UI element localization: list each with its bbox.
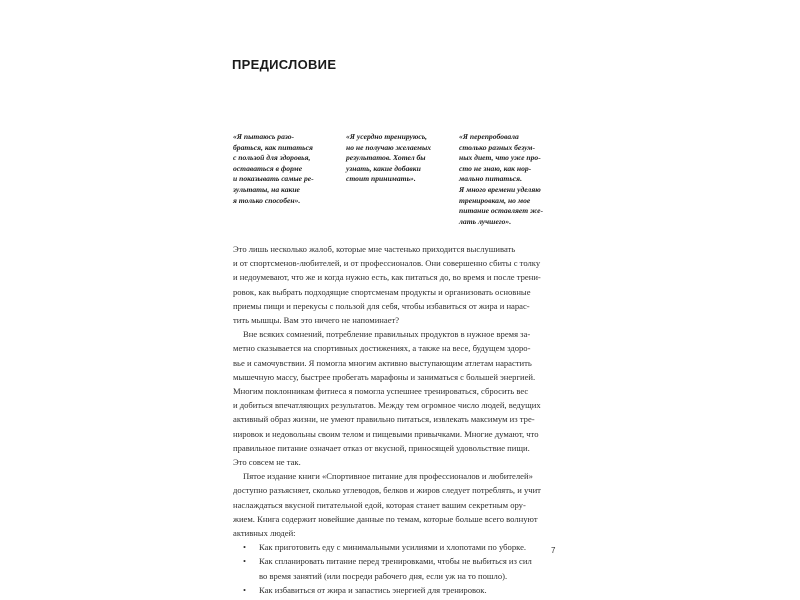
quote-line: мально питаться. <box>459 174 522 184</box>
body-line: правильное питание означает отказ от вкусной, приносящей удовольствие пищи. <box>233 442 530 453</box>
quote-1 <box>233 132 333 206</box>
bullet-icon: • <box>243 542 247 553</box>
quote-line: но не получаю желаемых <box>346 142 432 152</box>
bullet-text: Как избавиться от жира и запастись энергией для тренировок. <box>259 584 487 595</box>
quote-2 <box>346 132 446 185</box>
quote-line: Я много времени уделяю <box>459 184 541 194</box>
body-line: ровок, как выбрать подходящие спортсменам продукты и организовать основные <box>233 286 531 297</box>
quote-line: зультаты, на какие <box>233 184 300 194</box>
quote-line: результатов. Хотел бы <box>346 153 426 163</box>
body-line: Вне всяких сомнений, потребление правильных продуктов в нужное время за- <box>243 329 531 340</box>
body-text <box>233 242 563 597</box>
body-line: и недоумевают, что же и когда нужно есть, как питаться до, во время и после трени- <box>233 272 541 283</box>
quote-3 <box>459 132 569 227</box>
body-line: доступно разъясняет, сколько углеводов, белков и жиров следует потреблять, и учит <box>233 485 541 496</box>
bullet-item <box>233 583 563 597</box>
quote-line: браться, как питаться <box>233 142 313 152</box>
quote-line: с пользой для здоровья, <box>233 153 311 163</box>
body-line: жием. Книга содержит новейшие данные по темам, которые больше всего волнуют <box>233 513 538 524</box>
quote-line: оставаться в форме <box>233 163 303 173</box>
body-line: мышечную массу, быстрее пробегать марафоны и заниматься с большей энергией. <box>233 371 536 382</box>
body-line: Пятое издание книги «Спортивное питание для профессионалов и любителей» <box>243 471 533 482</box>
quote-line: и показывать самые ре- <box>233 174 314 184</box>
bullet-continuation: во время занятий (или посреди рабочего дня, если уж на то пошло). <box>259 570 508 581</box>
body-line: наслаждаться вкусной питательной едой, которая станет вашим секретным ору- <box>233 499 526 510</box>
quote-line: я только способен». <box>233 195 301 205</box>
body-line: приемы пищи и перекусы с пользой для себя, чтобы избавиться от жира и нарас- <box>233 300 530 311</box>
bullet-icon: • <box>243 584 247 595</box>
quote-line: «Я пытаюсь разо- <box>233 132 295 141</box>
body-line: Это лишь несколько жалоб, которые мне частенько приходится выслушивать <box>233 244 516 254</box>
bullet-item <box>233 554 563 568</box>
body-line: тить мышцы. Вам это ничего не напоминает? <box>233 315 400 326</box>
quote-line: лать лучшего». <box>459 216 512 226</box>
quote-line: сто не знаю, как нор- <box>459 163 532 173</box>
bullet-icon: • <box>243 556 247 567</box>
page-number: 7 <box>551 546 556 555</box>
quote-line: тренировкам, но мое <box>459 195 531 205</box>
quote-line: ных диет, что уже про- <box>459 153 541 163</box>
quote-line: столько разных безум- <box>459 142 536 152</box>
quote-line: узнать, какие добавки <box>346 163 421 173</box>
body-line: активных людей: <box>233 528 296 539</box>
quote-line: «Я перепробовала <box>459 132 519 141</box>
body-line: активный образ жизни, не умеют правильно питаться, извлекать максимум из тре- <box>233 414 535 425</box>
body-line: Многим поклонникам фитнеса я помогла успешнее тренироваться, сбросить вес <box>233 386 529 397</box>
body-line: метно сказывается на спортивных достижениях, а также на весе, будущем здоро- <box>233 343 531 354</box>
body-line: и от спортсменов-любителей, и от профессионалов. Они совершенно сбиты с толку <box>233 258 541 269</box>
body-line: вье и самочувствии. Я помогла многим активно выступающим атлетам нарастить <box>233 357 532 368</box>
quote-line: питание оставляет же- <box>459 206 544 216</box>
body-line: нировок и недовольны своим телом и пищевыми привычками. Многие думают, что <box>233 428 539 439</box>
body-line: и добиться впечатляющих результатов. Между тем огромное число людей, ведущих <box>233 400 541 411</box>
body-line: Это совсем не так. <box>233 457 301 468</box>
page-heading: ПРЕДИСЛОВИЕ <box>232 57 337 72</box>
bullet-text: Как спланировать питание перед тренировками, чтобы не выбиться из сил <box>259 556 532 567</box>
bullet-item <box>233 540 563 554</box>
quote-line: стоит принимать». <box>346 174 416 184</box>
bullet-text: Как приготовить еду с минимальными усилиями и хлопотами по уборке. <box>259 542 527 553</box>
quote-line: «Я усердно тренируюсь, <box>346 132 428 141</box>
